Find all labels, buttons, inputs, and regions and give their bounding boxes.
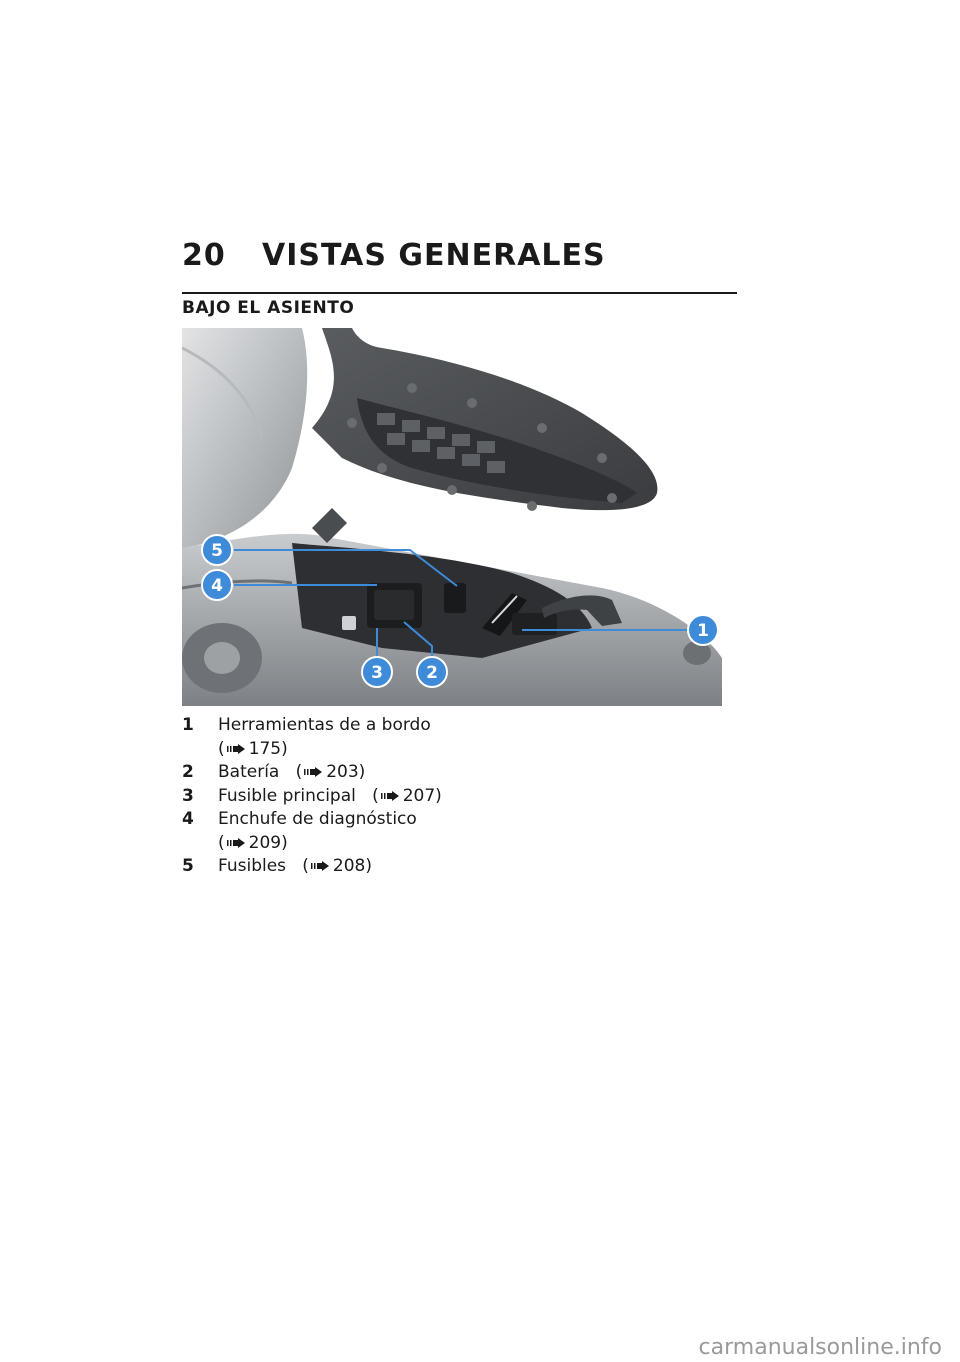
callout-4 — [202, 570, 232, 600]
legend-item — [182, 761, 602, 785]
legend-label: Herramientas de a bordo — [218, 715, 431, 735]
page-reference[interactable]: ( 207) — [372, 785, 442, 806]
legend-label: Fusibles — [218, 856, 287, 876]
page-reference[interactable]: ( 209) — [218, 832, 288, 853]
svg-text:3: 3 — [371, 663, 383, 683]
callout-2 — [417, 657, 447, 687]
chapter-title: VISTAS GENERALES — [262, 238, 606, 273]
page-header — [182, 238, 737, 288]
under-seat-figure — [182, 328, 737, 706]
page-reference[interactable]: ( 203) — [295, 762, 366, 782]
page-arrow-icon — [381, 791, 399, 801]
callout-1 — [688, 615, 718, 645]
svg-text:2: 2 — [426, 663, 438, 683]
header-rule — [182, 292, 737, 294]
legend-item — [182, 855, 602, 879]
svg-text:5: 5 — [211, 541, 223, 561]
section-title: BAJO EL ASIENTO — [182, 298, 355, 318]
legend-number: 4 — [182, 809, 194, 829]
legend-item — [182, 808, 602, 855]
page-number: 20 — [182, 238, 226, 273]
legend-label: Batería — [218, 762, 280, 782]
page-arrow-icon — [227, 744, 245, 754]
motorcycle-illustration — [182, 328, 737, 706]
callout-3 — [362, 657, 392, 687]
svg-text:1: 1 — [697, 621, 709, 641]
legend-number: 3 — [182, 785, 194, 806]
legend-number: 5 — [182, 856, 194, 876]
page-arrow-icon — [227, 838, 245, 848]
legend-number: 1 — [182, 715, 194, 735]
legend-label: Fusible principal — [218, 785, 356, 806]
legend-label: Enchufe de diagnóstico — [218, 809, 417, 829]
page-arrow-icon — [304, 767, 322, 777]
svg-text:4: 4 — [211, 576, 223, 596]
legend-number: 2 — [182, 762, 194, 782]
page-reference[interactable]: ( 175) — [218, 738, 288, 759]
legend-list — [182, 714, 602, 879]
page-arrow-icon — [311, 861, 329, 871]
page-reference[interactable]: ( 208) — [302, 856, 372, 876]
callout-5 — [202, 535, 232, 565]
watermark-text: carmanualsonline.info — [698, 1335, 942, 1360]
legend-item — [182, 785, 602, 809]
legend-item — [182, 714, 602, 761]
